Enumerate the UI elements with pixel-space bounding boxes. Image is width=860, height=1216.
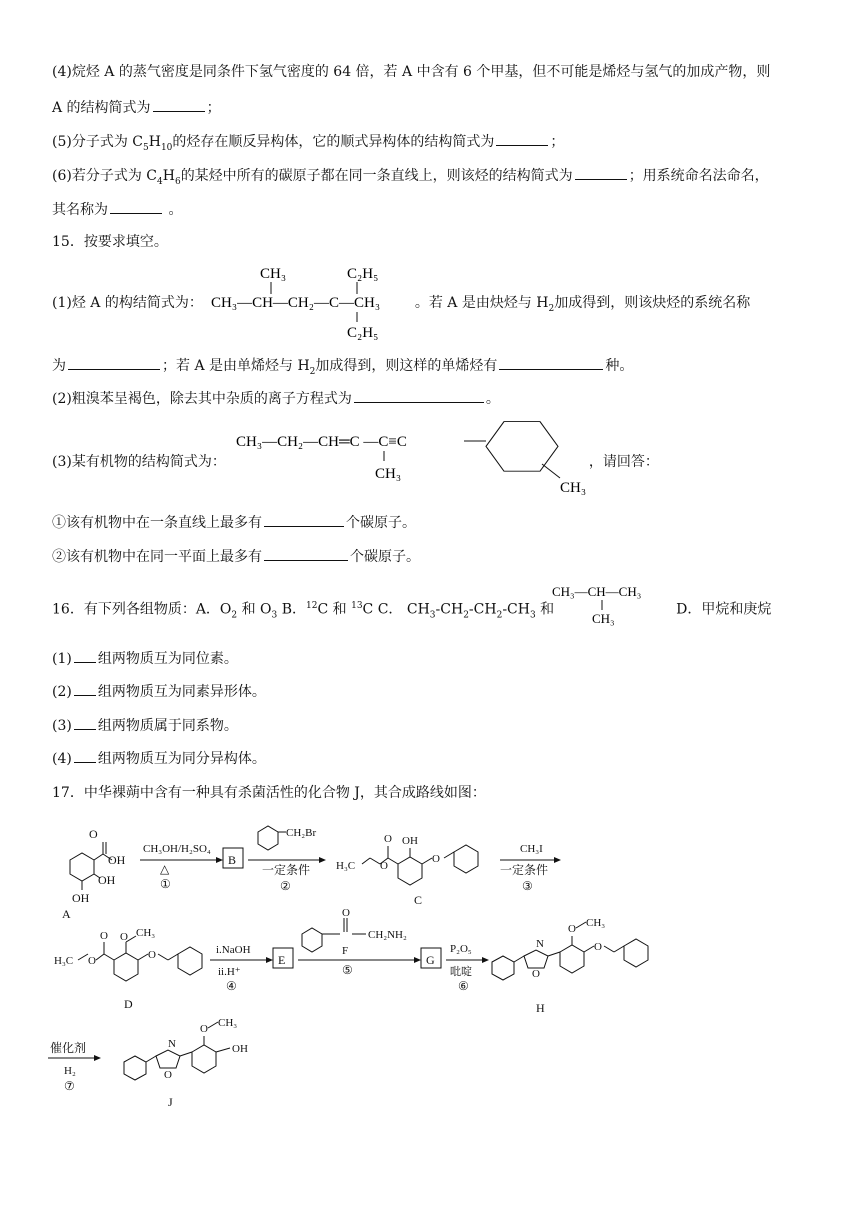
atom-H3C: H₃C bbox=[54, 955, 74, 967]
main-chain: CH₃—CH—CH₂—C—CH₃ bbox=[211, 295, 381, 311]
atom-O: O bbox=[148, 949, 156, 961]
answer-blank[interactable] bbox=[68, 355, 160, 370]
q16-item-1: (1) 组两物质互为同位素。 bbox=[52, 648, 238, 669]
structure-organic-compound bbox=[232, 418, 602, 500]
atom-O: O bbox=[89, 827, 98, 841]
compound-label-G: G bbox=[426, 953, 435, 967]
benzyl-bromide-ring bbox=[258, 826, 278, 850]
answer-blank[interactable] bbox=[74, 648, 96, 663]
step-number: ③ bbox=[522, 879, 533, 893]
compound-H-benzyl-ring bbox=[624, 939, 648, 967]
reagent-methanol: CH₃OH/H₂SO₄ bbox=[143, 843, 211, 855]
oxazole-ring-icon bbox=[524, 950, 548, 968]
atom-OH: OH bbox=[98, 873, 116, 887]
condition-text: 一定条件 bbox=[500, 863, 549, 877]
step-number: ① bbox=[160, 877, 171, 891]
ethyl-label: C₂H₅ bbox=[347, 325, 379, 341]
atom-O: O bbox=[100, 930, 108, 942]
compound-H-ring bbox=[560, 945, 584, 973]
reagent-hydrogen: H₂ bbox=[64, 1065, 76, 1077]
methyl-label: CH₃ bbox=[260, 266, 287, 282]
compound-label-B: B bbox=[228, 853, 237, 867]
step-number: ⑦ bbox=[64, 1079, 75, 1093]
condition-text: 一定条件 bbox=[262, 863, 311, 877]
reagent-F-chain: CH₂NH₂ bbox=[368, 929, 407, 941]
atom-O: O bbox=[380, 860, 388, 872]
q15-heading: 15．按要求填空。 bbox=[52, 234, 168, 250]
synthesis-route-diagram bbox=[40, 812, 840, 1192]
isobutane-chain: CH₃—CH—CH₃ bbox=[552, 584, 642, 599]
q17-heading: 17．中华裸蒴中含有一种具有杀菌活性的化合物 J，其合成路线如图： bbox=[52, 785, 486, 801]
q16-item-3: (3) 组两物质属于同系物。 bbox=[52, 715, 238, 736]
methyl-label: CH₃ bbox=[136, 927, 156, 939]
atom-O: O bbox=[594, 941, 602, 953]
q15-part3-item1: ①该有机物中在一条直线上最多有 个碳原子。 bbox=[52, 512, 416, 533]
compound-D-benzyl-ring bbox=[178, 947, 202, 975]
benzene-ring-icon bbox=[486, 422, 558, 472]
q14-part5: (5)分子式为 $C_5H_{10}$的烃存在顺反异构体，它的顺式异构体的结构简式为 ； bbox=[52, 131, 564, 158]
reagent-methyl-iodide: CH₃I bbox=[520, 843, 543, 855]
methyl-label: CH₃ bbox=[592, 611, 615, 626]
compound-C-ring bbox=[398, 857, 422, 885]
answer-blank[interactable] bbox=[575, 165, 627, 180]
q15-part1-line1: (1)烃 A 的构结简式为： 。若 A 是由炔烃与 $H_2$加成得到，则该炔烃的系统名称 bbox=[52, 295, 751, 314]
answer-blank[interactable] bbox=[74, 681, 96, 696]
compound-J-phenyl-ring bbox=[124, 1056, 146, 1080]
q15-part2: (2)粗溴苯呈褐色，除去其中杂质的离子方程式为 。 bbox=[52, 388, 500, 409]
atom-OH: OH bbox=[72, 891, 90, 905]
atom-O: O bbox=[164, 1069, 172, 1081]
answer-blank[interactable] bbox=[264, 546, 348, 561]
compound-D-ring bbox=[114, 953, 138, 981]
step-number: ② bbox=[280, 879, 291, 893]
answer-blank[interactable] bbox=[264, 512, 344, 527]
atom-O: O bbox=[200, 1023, 208, 1035]
reagent-benzyl-bromide: CH₂Br bbox=[286, 827, 317, 839]
reagent-p2o5: P₂O₅ bbox=[450, 943, 472, 955]
ethyl-label: C₂H₅ bbox=[347, 266, 379, 282]
compound-label-F: F bbox=[342, 945, 349, 957]
atom-O: O bbox=[568, 923, 576, 935]
answer-blank[interactable] bbox=[354, 388, 484, 403]
compound-label-D: D bbox=[124, 997, 133, 1011]
reagent-acid: ii.H⁺ bbox=[218, 966, 241, 978]
q15-part3-item2: ②该有机物中在同一平面上最多有 个碳原子。 bbox=[52, 546, 420, 567]
atom-O: O bbox=[532, 968, 540, 980]
q14-part4-line2: A 的结构简式为 ； bbox=[52, 97, 221, 118]
reagent-catalyst: 催化剂 bbox=[50, 1041, 87, 1055]
reagent-naoh: i.NaOH bbox=[216, 944, 251, 956]
answer-blank[interactable] bbox=[499, 355, 603, 370]
q15-part1-line2: 为 ；若 A 是由单烯烃与 $H_2$加成得到，则这样的单烯烃有 种。 bbox=[52, 355, 633, 382]
compound-A-ring bbox=[70, 853, 94, 881]
structure-hydrocarbon-A bbox=[205, 260, 420, 342]
q14-part6-line2: 其名称为 。 bbox=[52, 199, 182, 220]
answer-blank[interactable] bbox=[74, 715, 96, 730]
main-chain: CH₃—CH₂—CH═C —C≡C bbox=[236, 434, 407, 450]
atom-N: N bbox=[168, 1038, 176, 1050]
compound-H-phenyl-ring bbox=[492, 956, 514, 980]
atom-H3C: H₃C bbox=[336, 860, 356, 872]
compound-label-E: E bbox=[278, 953, 286, 967]
reagent-pyridine: 吡啶 bbox=[450, 966, 472, 978]
methyl-label: CH₃ bbox=[560, 480, 587, 496]
methyl-branch: CH₃ bbox=[375, 466, 402, 482]
compound-label-A: A bbox=[62, 907, 71, 921]
q16-question: 16．有下列各组物质：A．$O_2$ 和 $O_3$ B．$^{12}$C 和 $^{13}$C C． $CH_3-CH_2-CH_2-CH_3$ 和 D．甲烷和庚烷 bbox=[52, 601, 772, 621]
compound-C-benzyl-ring bbox=[454, 845, 478, 873]
q14-part4-line1: (4)烷烃 A 的蒸气密度是同条件下氢气密度的 64 倍，若 A 中含有 6 个甲基，但不可能是烯烃与氢气的加成产物，则 bbox=[52, 64, 771, 80]
compound-label-J: J bbox=[168, 1095, 173, 1109]
methyl-label: CH₃ bbox=[586, 917, 606, 929]
methyl-label: CH₃ bbox=[218, 1017, 238, 1029]
q16-item-2: (2) 组两物质互为同素异形体。 bbox=[52, 681, 266, 702]
step-number: ④ bbox=[226, 979, 237, 993]
atom-O: O bbox=[88, 955, 96, 967]
atom-OH: OH bbox=[232, 1043, 248, 1055]
structure-isobutane bbox=[550, 580, 665, 628]
heat-symbol: △ bbox=[160, 862, 170, 876]
answer-blank[interactable] bbox=[110, 199, 162, 214]
q16-item-4: (4) 组两物质互为同分异构体。 bbox=[52, 748, 266, 769]
answer-blank[interactable] bbox=[153, 97, 205, 112]
atom-N: N bbox=[536, 938, 544, 950]
compound-F-ring bbox=[302, 928, 322, 952]
q14-part6-line1: (6)若分子式为 $C_4H_6$的某烃中所有的碳原子都在同一条直线上，则该烃的结构简式为 ；用系统命名法命名， bbox=[52, 165, 769, 192]
step-number: ⑤ bbox=[342, 963, 353, 977]
compound-label-C: C bbox=[414, 893, 423, 907]
atom-O: O bbox=[384, 833, 392, 845]
compound-label-H: H bbox=[536, 1001, 545, 1015]
atom-O: O bbox=[120, 931, 128, 943]
answer-blank[interactable] bbox=[74, 748, 96, 763]
atom-OH: OH bbox=[108, 853, 126, 867]
atom-O: O bbox=[432, 853, 440, 865]
atom-O: O bbox=[342, 907, 350, 919]
step-number: ⑥ bbox=[458, 979, 469, 993]
compound-J-ring bbox=[192, 1045, 216, 1073]
q15-part3: (3)某有机物的结构简式为： ，请回答： bbox=[52, 454, 659, 470]
oxazole-ring-icon bbox=[156, 1050, 180, 1068]
atom-OH: OH bbox=[402, 835, 418, 847]
answer-blank[interactable] bbox=[496, 131, 548, 146]
